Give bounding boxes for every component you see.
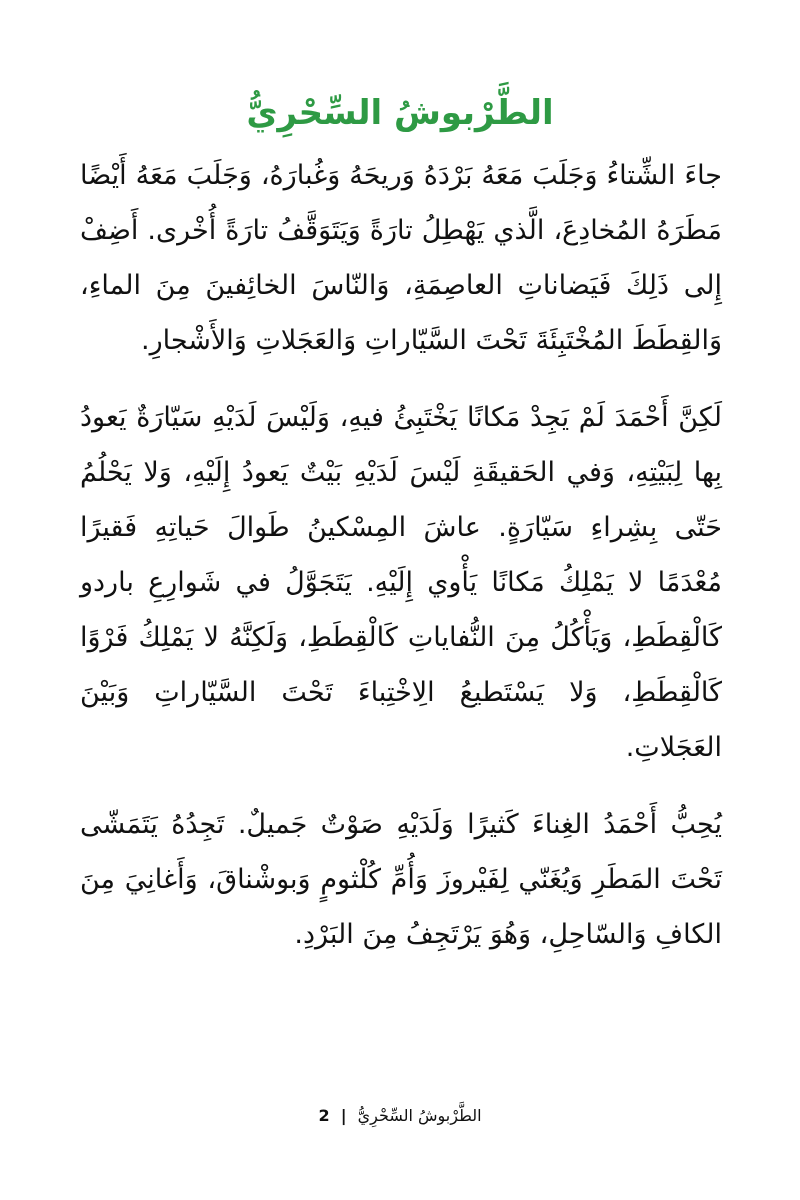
paragraph-2: لَكِنَّ أَحْمَدَ لَمْ يَجِدْ مَكانًا يَخْتَبِئُ فيهِ، وَلَيْسَ لَدَيْهِ سَيّارَةٌ يَعودُ بِها لِبَيْتِهِ، وَفي الحَقيقَةِ لَيْسَ لَدَيْهِ بَيْتٌ يَعودُ إِلَيْهِ، وَلا يَحْلُمُ حَتّى بِشِراءِ سَيّارَةٍ. عاشَ المِسْكينُ طَوالَ حَياتِهِ فَقيرًا مُعْدَمًا لا يَمْلِكُ مَكانًا يَأْوي إِلَيْهِ. يَتَجَوَّلُ في شَوارِعِ باردو كَالْقِطَطِ، وَيَأْكُلُ مِنَ النُّفاياتِ كَالْقِطَطِ، وَلَكِنَّهُ لا يَمْلِكُ فَرْوًا كَالْقِطَطِ، وَلا يَسْتَطيعُ الِاخْتِباءَ تَحْتَ السَّيّاراتِ وَبَيْنَ العَجَلاتِ. [80,402,722,763]
paragraph-3: يُحِبُّ أَحْمَدُ الغِناءَ كَثيرًا وَلَدَيْهِ صَوْتٌ جَميلٌ. تَجِدُهُ يَتَمَشّى تَحْتَ المَطَرِ وَيُغَنّي لِفَيْروزَ وَأُمِّ كُلْثومٍ وَبوشْناقَ، وَأَغانِيَ مِنَ الكافِ وَالسّاحِلِ، وَهُوَ يَرْتَجِفُ مِنَ البَرْدِ. [80,809,722,950]
footer-book-title: الطَّرْبوشُ السِّحْرِيُّ [357,1106,482,1125]
page-number: 2 [318,1106,330,1125]
paragraph-1: جاءَ الشِّتاءُ وَجَلَبَ مَعَهُ بَرْدَهُ وَريحَهُ وَغُبارَهُ، وَجَلَبَ مَعَهُ أَيْضًا مَطَرَهُ المُخادِعَ، الَّذي يَهْطِلُ تارَةً وَيَتَوَقَّفُ تارَةً أُخْرى. أَضِفْ إِلى ذَلِكَ فَيَضاناتِ العاصِمَةِ، وَالنّاسَ الخائِفينَ مِنَ الماءِ، وَالقِطَطَ المُخْتَبِئَةَ تَحْتَ السَّيّاراتِ وَالعَجَلاتِ وَالأَشْجارِ. [80,160,722,356]
story-text [80,148,722,984]
page-title: الطَّرْبوشُ السِّحْرِيُّ [246,93,554,133]
page-footer [0,1104,800,1128]
footer-separator: | [340,1106,347,1125]
